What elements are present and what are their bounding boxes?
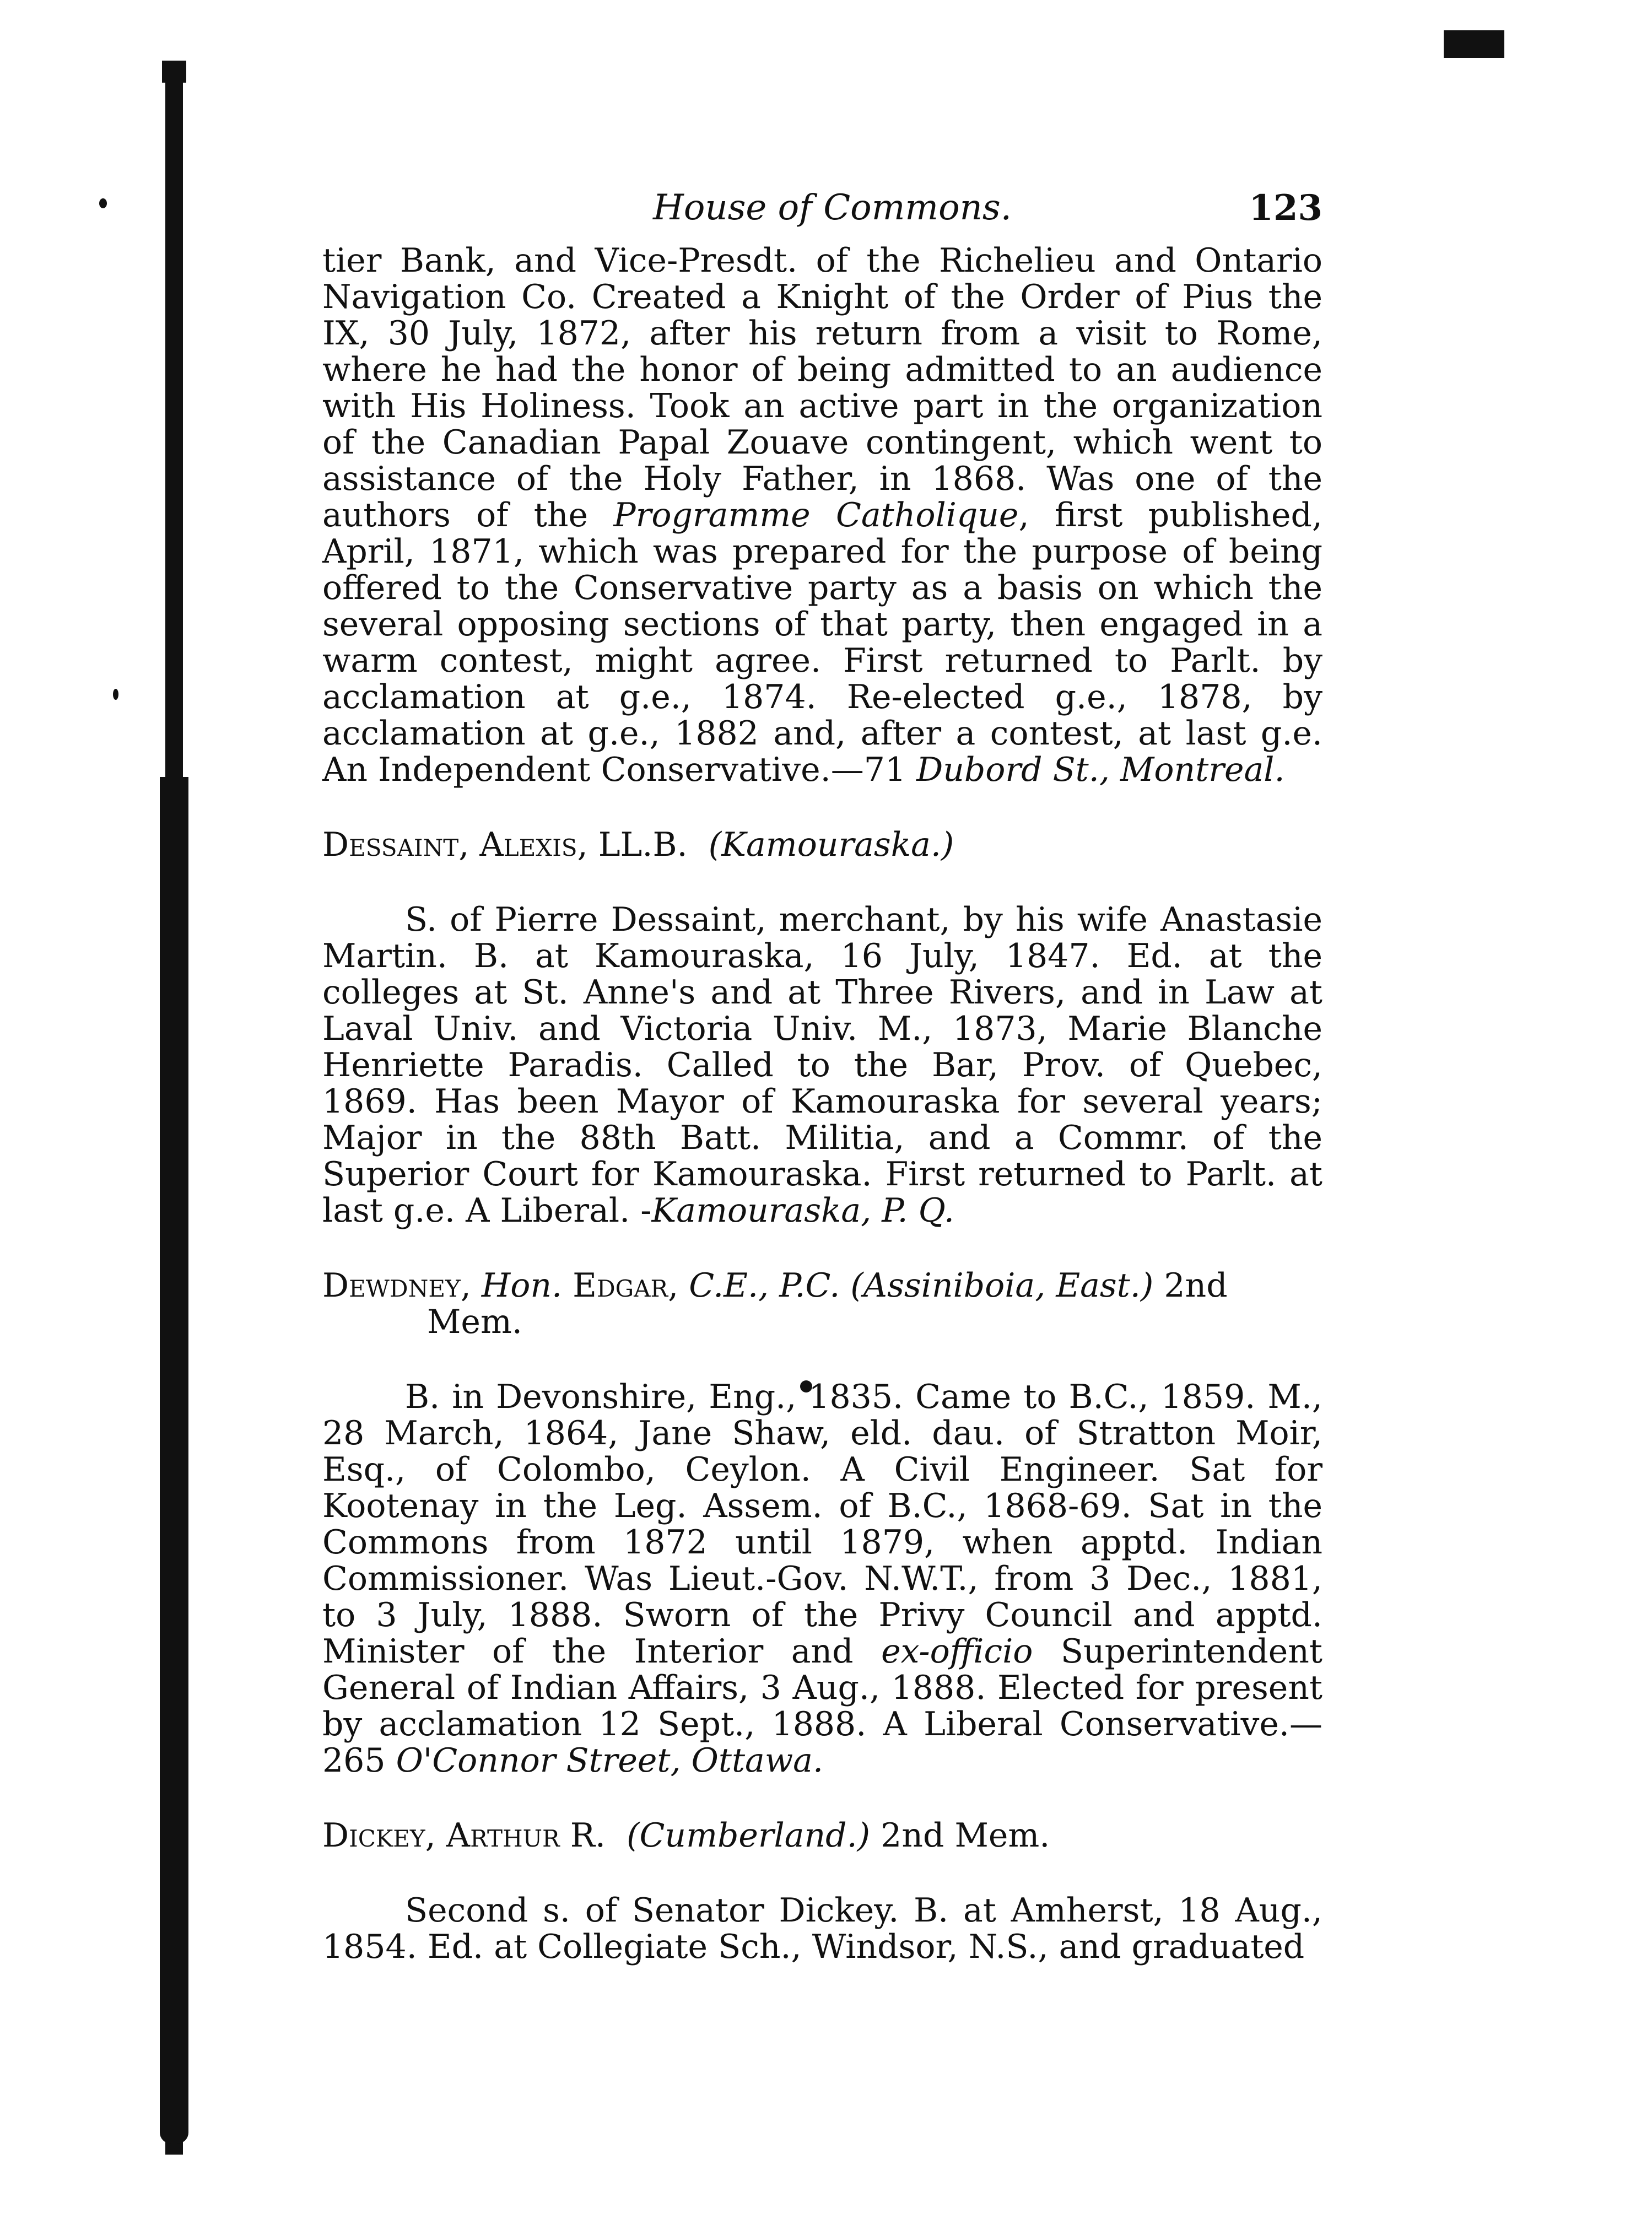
surname: Dewdney (322, 1266, 461, 1305)
biography (322, 1892, 1322, 1965)
binding-shadow-top (162, 61, 186, 83)
member-note: 2nd Mem. (427, 1266, 1228, 1341)
biography-text-2: Superintendent General of Indian Affairs, 3 Aug., 1888. Elected for present by acclamation 12 Sept., 1888. A Liberal Conservative.—265 (322, 1632, 1322, 1780)
continuation-text: tier Bank, and Vice-Presdt. of the Richelieu and Ontario Navigation Co. Created a Knight of the Order of Pius the IX, 30 July, 1872, after his return from a visit to Rome, where he had the honor of being admitted to an audience with His Holiness. Took an active part in the organization of the Canadian Papal Zouave contingent, which went to assistance of the Holy Father, in 1868. Was one of the authors of the (322, 241, 1322, 535)
post-nominals: C.E., P.C. (689, 1266, 840, 1305)
biography (322, 1379, 1322, 1779)
page-number: 123 (1249, 187, 1322, 229)
member-note: 2nd Mem. (881, 1816, 1050, 1855)
italic-term: ex-officio (881, 1632, 1033, 1671)
constituency: (Assiniboia, East.) (850, 1266, 1154, 1305)
honorific: Hon. (481, 1266, 563, 1305)
running-title: House of Commons. (653, 187, 1012, 228)
page-body (322, 187, 1322, 1965)
constituency: (Cumberland.) (627, 1816, 871, 1855)
given-name: Edgar (573, 1266, 668, 1305)
entry-dickey (322, 1817, 1322, 1965)
margin-speck (99, 198, 107, 208)
given-name: , Alexis (458, 825, 577, 864)
address: O'Connor Street, Ottawa. (396, 1741, 824, 1780)
entry-heading (322, 827, 1322, 863)
biography-text: B. in Devonshire, Eng., 1835. Came to B.C., 1859. M., 28 March, 1864, Jane Shaw, eld. dau. of Stratton Moir, Esq., of Colombo, Ceylon. A Civil Engineer. Sat for Kootenay in the Leg. Assem. of B.C., 1868-69. Sat in the Commons from 1872 until 1879, when apptd. Indian Commissioner. Was Lieut.-Gov. N.W.T., from 3 Dec., 1881, to 3 July, 1888. Sworn of the Privy Council and apptd. Minister of the Interior and (322, 1378, 1322, 1671)
entry-heading: Dewdney, Hon. Edgar, C.E., P.C. (Assiniboia, East.) 2nd Mem. (322, 1266, 1228, 1341)
entry-heading (322, 1817, 1322, 1854)
publication-title: Programme Catholique (613, 496, 1019, 535)
biography-text: S. of Pierre Dessaint, merchant, by his wife Anastasie Martin. B. at Kamouraska, 16 July, 1847. Ed. at the colleges at St. Anne's and at Three Rivers, and in Law at Laval Univ. and Victoria Univ. M., 1873, Marie Blanche Henriette Paradis. Called to the Bar, Prov. of Quebec, 1869. Has been Mayor of Kamouraska for several years; Major in the 88th Batt. Militia, and a Commr. of the Superior Court for Kamouraska. First returned to Parlt. at last g.e. A Liberal. - (322, 900, 1322, 1230)
given-name: , Arthur R. (425, 1816, 606, 1855)
biography (322, 902, 1322, 1229)
surname: Dessaint (322, 825, 459, 864)
address: Dubord St., Montreal. (916, 751, 1285, 789)
address: Kamouraska, P. Q. (651, 1191, 954, 1230)
continuation-paragraph (322, 242, 1322, 788)
continuation-text-2: , first published, April, 1871, which was prepared for the purpose of being offered to the Conservative party as a basis on which the several opposing sections of that party, then engaged in a warm contest, might agree. First returned to Parlt. by acclamation at g.e., 1874. Re-elected g.e., 1878, by acclamation at g.e., 1882 and, after a contest, at last g.e. An Independent Conservative.—71 (322, 496, 1322, 789)
binding-shadow (165, 61, 183, 2155)
binding-shadow-lower (160, 777, 188, 2144)
entry-dewdney (322, 1267, 1322, 1779)
degree: , LL.B. (577, 825, 688, 864)
scan-mark (1444, 30, 1504, 58)
running-head (322, 187, 1322, 242)
constituency: (Kamouraska.) (708, 825, 954, 864)
entry-dessaint (322, 827, 1322, 1229)
surname: Dickey (322, 1816, 425, 1855)
margin-speck (113, 689, 118, 700)
biography-text: Second s. of Senator Dickey. B. at Amherst, 18 Aug., 1854. Ed. at Collegiate Sch., Windsor, N.S., and graduated (322, 1891, 1322, 1966)
